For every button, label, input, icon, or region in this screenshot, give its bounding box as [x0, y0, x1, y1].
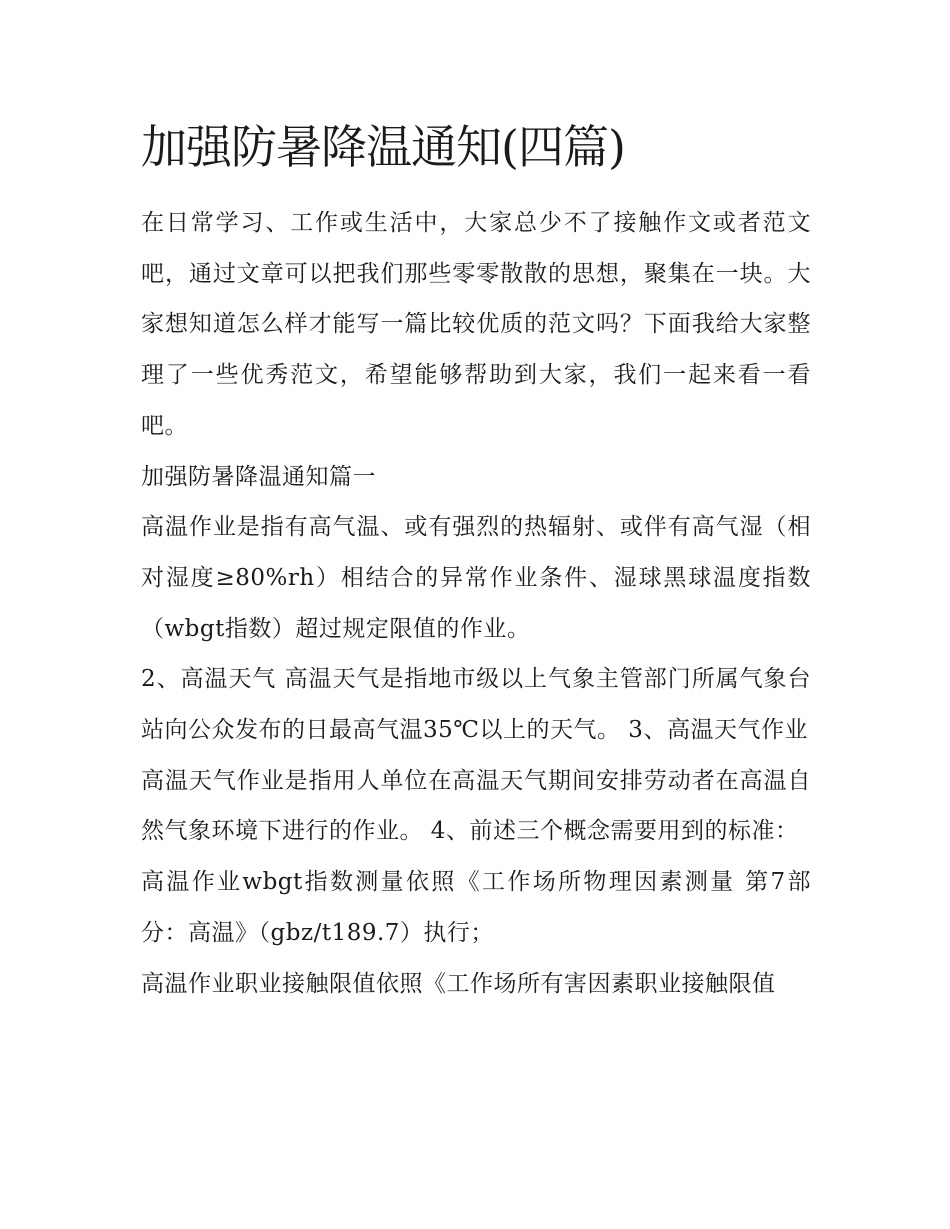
document-title: 加强防暑降温通知(四篇): [141, 120, 625, 174]
body-paragraph: 高温作业职业接触限值依照《工作场所有害因素职业接触限值: [141, 970, 776, 997]
body-paragraph: 2、高温天气 高温天气是指地市级以上气象主管部门所属气象台站向公众发布的日最高气温35℃以上的天气。 3、高温天气作业: [141, 666, 811, 744]
body-paragraph: 高温作业是指有高气温、或有强烈的热辐射、或伴有高气湿（相对湿度≥80%rh）相结合的异常作业条件、湿球黑球温度指数（wbgt指数）超过规定限值的作业。: [141, 514, 811, 642]
section-heading: 加强防暑降温通知篇一: [141, 463, 376, 490]
intro-paragraph: 在日常学习、工作或生活中，大家总少不了接触作文或者范文吧，通过文章可以把我们那些零零散散的思想，聚集在一块。大家想知道怎么样才能写一篇比较优质的范文吗？下面我给大家整理了一些优秀范文，希望能够帮助到大家，我们一起来看一看吧。: [141, 210, 811, 439]
body-paragraph: 高温作业wbgt指数测量依照《工作场所物理因素测量 第7部分：高温》（gbz/t189.7）执行；: [141, 869, 811, 946]
document-page: [141, 112, 811, 1009]
body-paragraph: 高温天气作业是指用人单位在高温天气期间安排劳动者在高温自然气象环境下进行的作业。 4、前述三个概念需要用到的标准：: [141, 767, 811, 845]
